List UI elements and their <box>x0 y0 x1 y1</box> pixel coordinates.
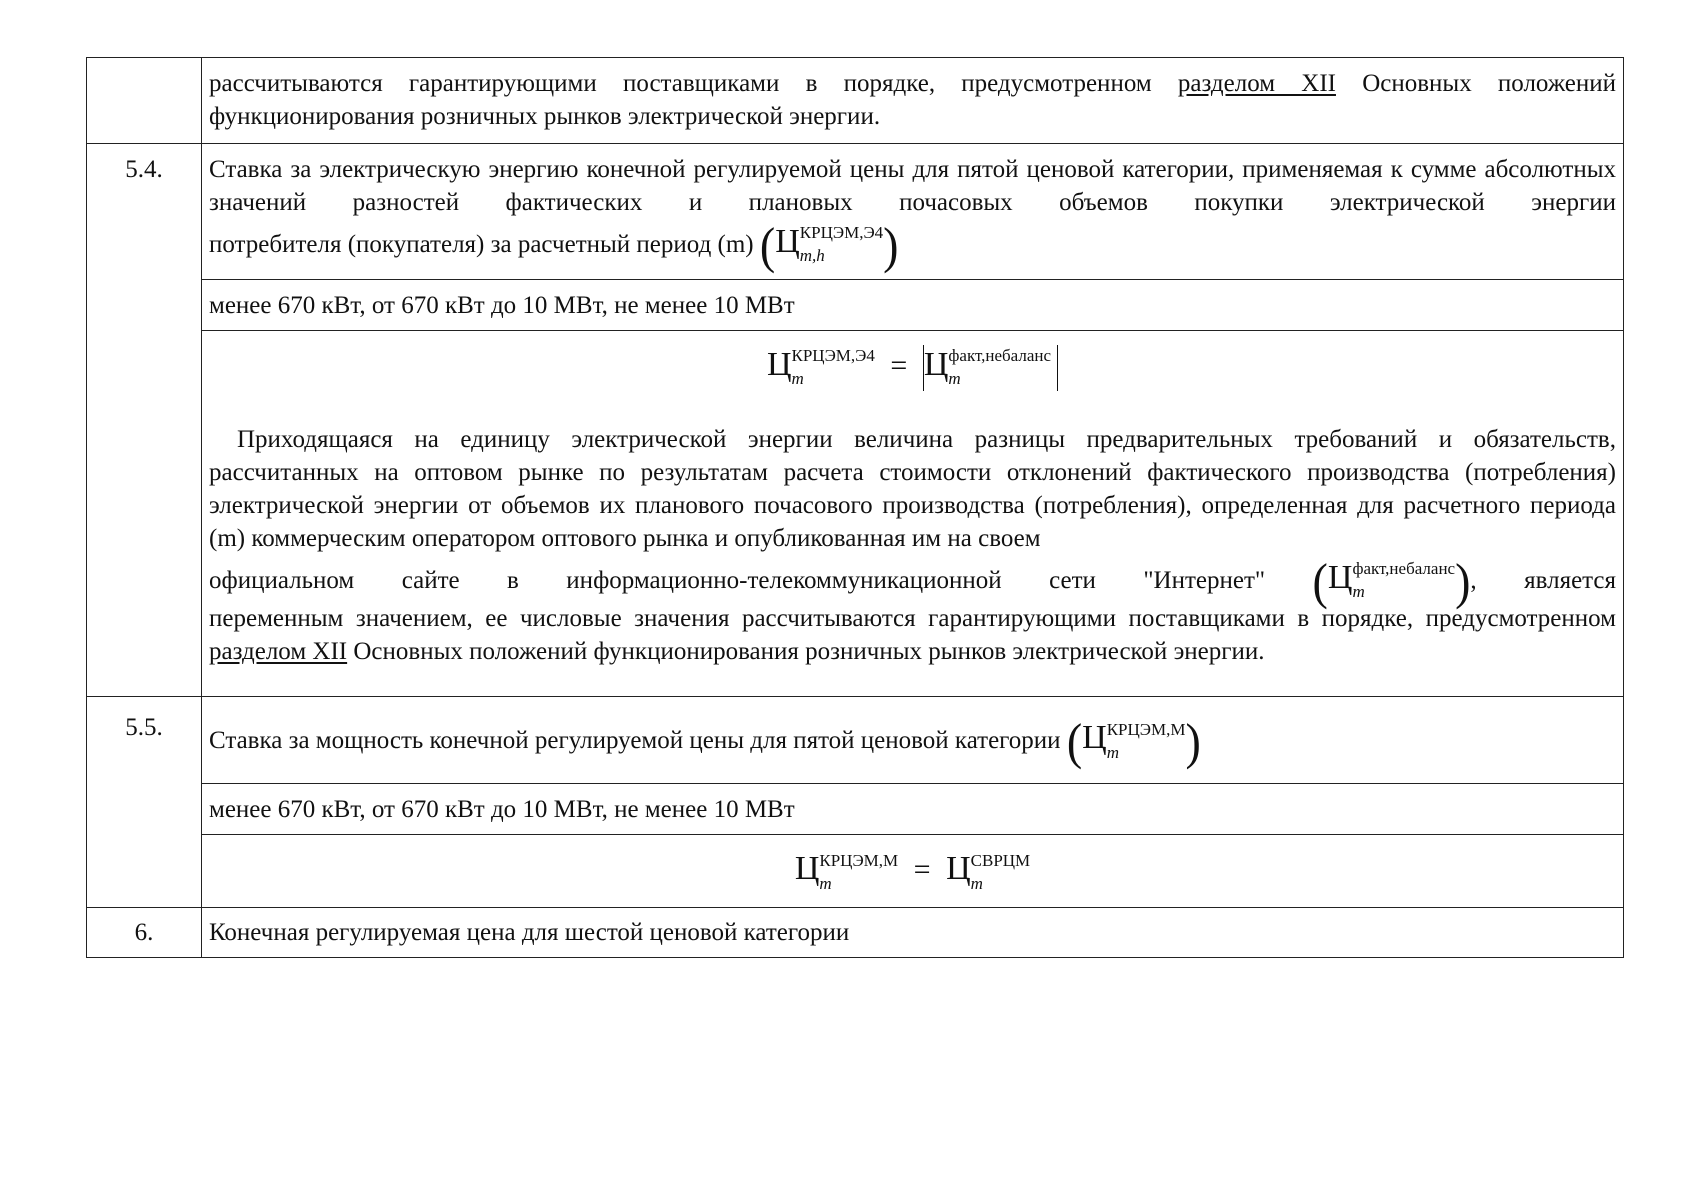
rhs-subscript: m <box>948 369 961 388</box>
row-number-5-4: 5.4. <box>87 144 202 697</box>
capacity-price-symbol: Ц <box>1082 719 1107 757</box>
table-row-6 <box>87 908 1624 958</box>
row-5-5-text: Ставка за мощность конечной регулируемой цены для пятой ценовой категории <box>209 727 1061 755</box>
explanation-text-3a: переменным значением, ее числовые значения рассчитываются гарантирующими поставщиками в порядке, предусмотренном <box>209 605 1616 633</box>
rhs-superscript: факт,небаланс <box>948 346 1052 365</box>
row-5-4-description <box>202 144 1624 280</box>
explanation-text-2b: , является <box>1470 567 1616 594</box>
price-symbol: Ц <box>775 223 800 260</box>
table-row-5-5 <box>87 697 1624 784</box>
lhs-subscript-2: m <box>819 873 832 893</box>
row-6-text: Конечная регулируемая цена для шестой ценовой категории <box>202 908 1624 958</box>
formula-equation <box>209 345 1616 413</box>
row-5-4-tail-text: потребителя (покупателя) за расчетный период (m) <box>209 231 754 258</box>
capacity-price-formula: (Ц КРЦЭМ,М m ) <box>1066 713 1201 770</box>
explanation-text-3b: Основных положений функционирования розничных рынков электрической энергии. <box>353 638 1265 666</box>
table-row-5-5-capacity <box>87 784 1624 835</box>
row-5-4-line-tail <box>209 217 1616 274</box>
formula-subscript: m,h <box>799 246 825 266</box>
row-5-4-text: Ставка за электрическую энергию конечной регулируемой цены для пятой ценовой категории, применяемая к сумме абсолютных значений разностей фактических и плановых почасовых объемов покупки электрической энергии <box>209 156 1616 216</box>
continuation-text <box>202 58 1624 144</box>
table-row-continuation <box>87 58 1624 144</box>
section-xii-link-2[interactable]: разделом XII <box>209 638 348 666</box>
lhs-subscript: m <box>791 369 804 388</box>
explanation-para-1: Приходящаяся на единицу электрической энергии величина разницы предварительных требований и обязательств, рассчитанных на оптовом рынке по результатам расчета стоимости отклонений фактического производства (потребления) электрической энергии от объемов их планового почасового производства (потребления), определенная для расчетного периода (m) коммерческим оператором оптового рынка и опубликованная им на своем <box>209 426 1616 552</box>
abs-bar-right <box>1057 345 1058 391</box>
equals-sign-2: = <box>913 853 931 887</box>
lhs-symbol-2: Ц <box>794 850 820 888</box>
table-row-5-4-capacity <box>87 280 1624 331</box>
formula-superscript: КРЦЭМ,Э4 <box>799 223 884 243</box>
equals-sign: = <box>890 348 908 382</box>
explanation-symbol: Ц <box>1327 559 1353 596</box>
capacity-superscript: КРЦЭМ,М <box>1106 719 1186 739</box>
lhs-superscript: КРЦЭМ,Э4 <box>791 346 875 365</box>
rhs-subscript-2: m <box>970 873 983 893</box>
explanation-para-3 <box>209 602 1616 668</box>
row-number-5-5: 5.5. <box>87 697 202 908</box>
rhs-superscript-2: СВРЦМ <box>970 850 1031 870</box>
table-row-5-4-formula <box>87 331 1624 697</box>
price-symbol-formula: (Ц КРЦЭМ,Э4 m,h ) <box>759 217 899 274</box>
capacity-cell: менее 670 кВт, от 670 кВт до 10 МВт, не менее 10 МВт <box>202 280 1624 331</box>
continuation-text-a: рассчитываются гарантирующими поставщиками в порядке, предусмотренном <box>209 70 1152 97</box>
capacity-subscript: m <box>1106 742 1119 762</box>
section-xii-link[interactable]: разделом XII <box>1177 70 1336 97</box>
formula-cell-2 <box>202 835 1624 908</box>
explanation-text-2a: официальном сайте в информационно-телекоммуникационной сети "Интернет" <box>209 567 1266 594</box>
row-5-5-description <box>202 697 1624 784</box>
table-row-5-5-formula <box>87 835 1624 908</box>
row-number-empty <box>87 58 202 144</box>
formula-cell <box>202 331 1624 697</box>
explanation-superscript: факт,небаланс <box>1352 559 1456 579</box>
row-number-6: 6. <box>87 908 202 958</box>
capacity-cell-2: менее 670 кВт, от 670 кВт до 10 МВт, не менее 10 МВт <box>202 784 1624 835</box>
lhs-symbol: Ц <box>766 345 792 383</box>
lhs-superscript-2: КРЦЭМ,М <box>819 850 899 870</box>
rhs-symbol-2: Ц <box>946 850 971 888</box>
explanation-para-2 <box>209 553 1616 610</box>
continuation-text-b: Основных положений функционирования розничных рынков электрической энергии. <box>209 70 1616 130</box>
tariff-table <box>86 57 1624 958</box>
rhs-symbol: Ц <box>923 345 949 383</box>
explanation-formula: (Ц факт,небаланс m ) <box>1312 553 1471 610</box>
table-row-5-4 <box>87 144 1624 280</box>
explanation-subscript: m <box>1352 582 1365 602</box>
